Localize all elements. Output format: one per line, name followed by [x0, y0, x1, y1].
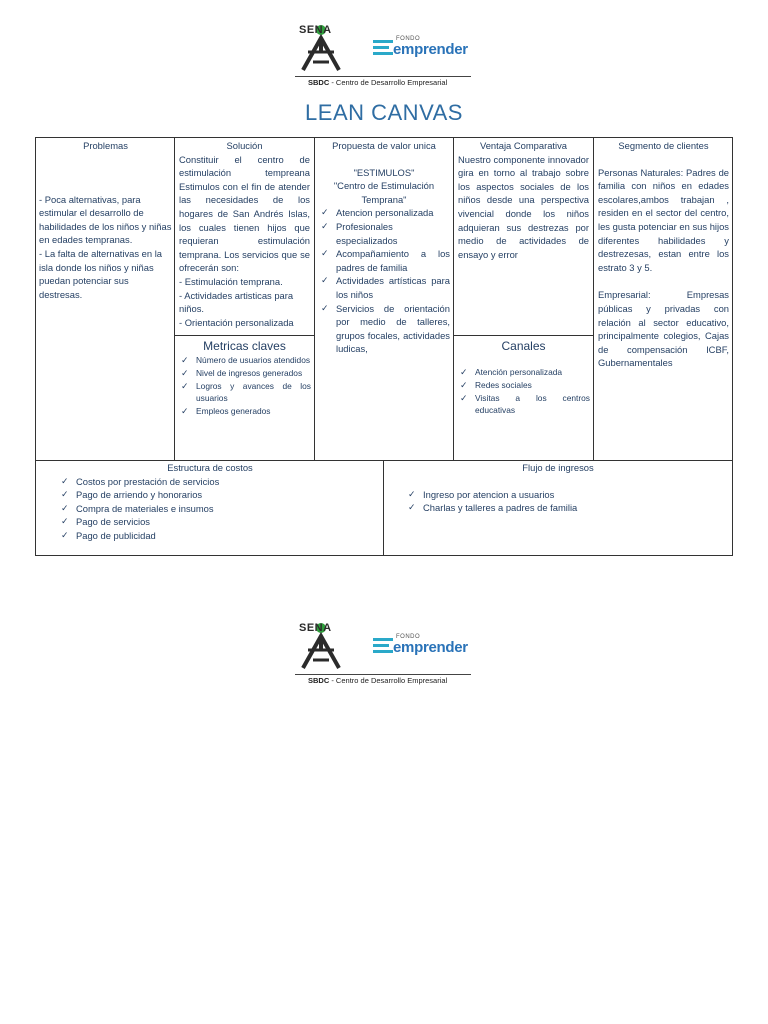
logo-divider — [295, 674, 471, 675]
logo-divider — [295, 76, 471, 77]
emprender-wordmark: emprender — [393, 639, 468, 656]
fondo-label: FONDO — [396, 36, 421, 42]
divider — [174, 138, 175, 460]
ingresos-item: ✓ Ingreso por atencion a usuarios — [405, 488, 729, 502]
sena-wordmark: SENA — [299, 622, 332, 634]
solucion-header: Solución — [226, 140, 263, 151]
problemas-item: - Poca alternativas, para estimular el desarrollo de habilidades de los niños y niñas en edades tempranas. — [39, 193, 172, 246]
segmento-text: Personas Naturales: Padres de familia con niños en edades escolares,ambos trabajan , residen en el sector del centro, les gusta potenciar en sus hijos diferentes habilidades y destrezesas, estan entre los estrato 3 y 5. — [598, 166, 729, 273]
lean-canvas-grid — [35, 137, 733, 556]
page-title: LEAN CANVAS — [305, 100, 463, 125]
solucion-item: - Actividades artisticas para niños. — [179, 289, 294, 315]
metricas-item: ✓ Empleos generados — [178, 405, 311, 418]
ventaja-header: Ventaja Comparativa — [479, 140, 568, 151]
sena-emprender-logo-bottom — [293, 620, 478, 685]
propuesta-item: ✓ Acompañamiento a los padres de familia — [318, 247, 450, 274]
canales-header: Canales — [501, 339, 546, 353]
propuesta-header: Propuesta de valor unica — [332, 140, 436, 151]
costos-item: ✓ Costos por prestación de servicios — [58, 475, 380, 489]
solucion-text: Constituir el centro de estimulación tempreana Estimulos con el fin de atender las necesidades de los hogares de San Andrés Islas, los cuales tienen hijos que requieran estimulación temprana. Los servicios que se ofrecerán son: — [179, 153, 310, 274]
divider — [314, 138, 315, 460]
problemas-cell — [39, 139, 172, 301]
propuesta-item: ✓ Servicios de orientación por medio de talleres, grupos focales, actividades ludicas, — [318, 302, 450, 356]
solucion-item: - Estimulación temprana. — [179, 275, 283, 287]
canales-item: ✓ Redes sociales — [457, 379, 590, 392]
propuesta-item: ✓ Atencion personalizada — [318, 206, 450, 220]
divider — [593, 138, 594, 460]
ventaja-text: Nuestro componente innovador gira en torno al trabajo sobre los aspectos sociales de los niños desde una perspectiva vivencial donde los niños adquieran sus destrezas por medio de actividades de ensayo y error — [458, 153, 589, 260]
sena-emprender-logo-top — [293, 22, 478, 87]
costos-item: ✓ Pago de publicidad — [58, 529, 380, 543]
canales-item: ✓ Atención personalizada — [457, 366, 590, 379]
ingresos-cell — [387, 461, 729, 515]
sbdc-caption: SBDC - Centro de Desarrollo Empresarial — [308, 78, 448, 87]
costos-cell — [40, 461, 380, 543]
problemas-header: Problemas — [83, 140, 128, 151]
propuesta-name: "ESTIMULOS" — [353, 166, 415, 178]
costos-item: ✓ Pago de arriendo y honorarios — [58, 488, 380, 502]
segmento-text: Empresarial: Empresas públicas y privadas con relación al sector educativo, principalmente colegios, Cajas de compensación ICBF, Gubernamentales — [598, 289, 729, 369]
segmento-header: Segmento de clientes — [618, 140, 709, 151]
costos-header: Estructura de costos — [167, 462, 253, 473]
problemas-item: - La falta de alternativas en la isla donde los niños y niñas puedan potenciar sus destresas. — [39, 247, 162, 300]
metricas-item: ✓ Logros y avances de los usuarios — [178, 380, 311, 406]
canales-item: ✓ Visitas a los centros educativas — [457, 392, 590, 418]
fondo-label: FONDO — [396, 634, 421, 640]
metricas-item: ✓ Nivel de ingresos generados — [178, 367, 311, 380]
emprender-wordmark: emprender — [393, 41, 468, 58]
propuesta-cell — [318, 139, 450, 356]
ventaja-cell — [458, 139, 589, 261]
propuesta-subtitle: "Centro de Estimulación Temprana" — [333, 180, 435, 205]
propuesta-item: ✓ Actividades artísticas para los niños — [318, 274, 450, 301]
divider — [383, 460, 384, 556]
propuesta-item: ✓ Profesionales especializados — [318, 220, 450, 247]
divider — [453, 138, 454, 460]
sena-wordmark: SENA — [299, 24, 332, 36]
segmento-cell — [598, 139, 729, 370]
metricas-header: Metricas claves — [203, 339, 286, 353]
ingresos-item: ✓ Charlas y talleres a padres de familia — [405, 501, 729, 515]
metricas-item: ✓ Número de usuarios atendidos — [178, 354, 311, 367]
metricas-cell — [178, 336, 311, 418]
sbdc-caption: SBDC - Centro de Desarrollo Empresarial — [308, 676, 448, 685]
solucion-item: - Orientación personalizada — [179, 316, 294, 328]
costos-item: ✓ Pago de servicios — [58, 515, 380, 529]
costos-item: ✓ Compra de materiales e insumos — [58, 502, 380, 516]
canales-cell — [457, 336, 590, 417]
ingresos-header: Flujo de ingresos — [522, 462, 594, 473]
solucion-cell — [179, 139, 310, 329]
